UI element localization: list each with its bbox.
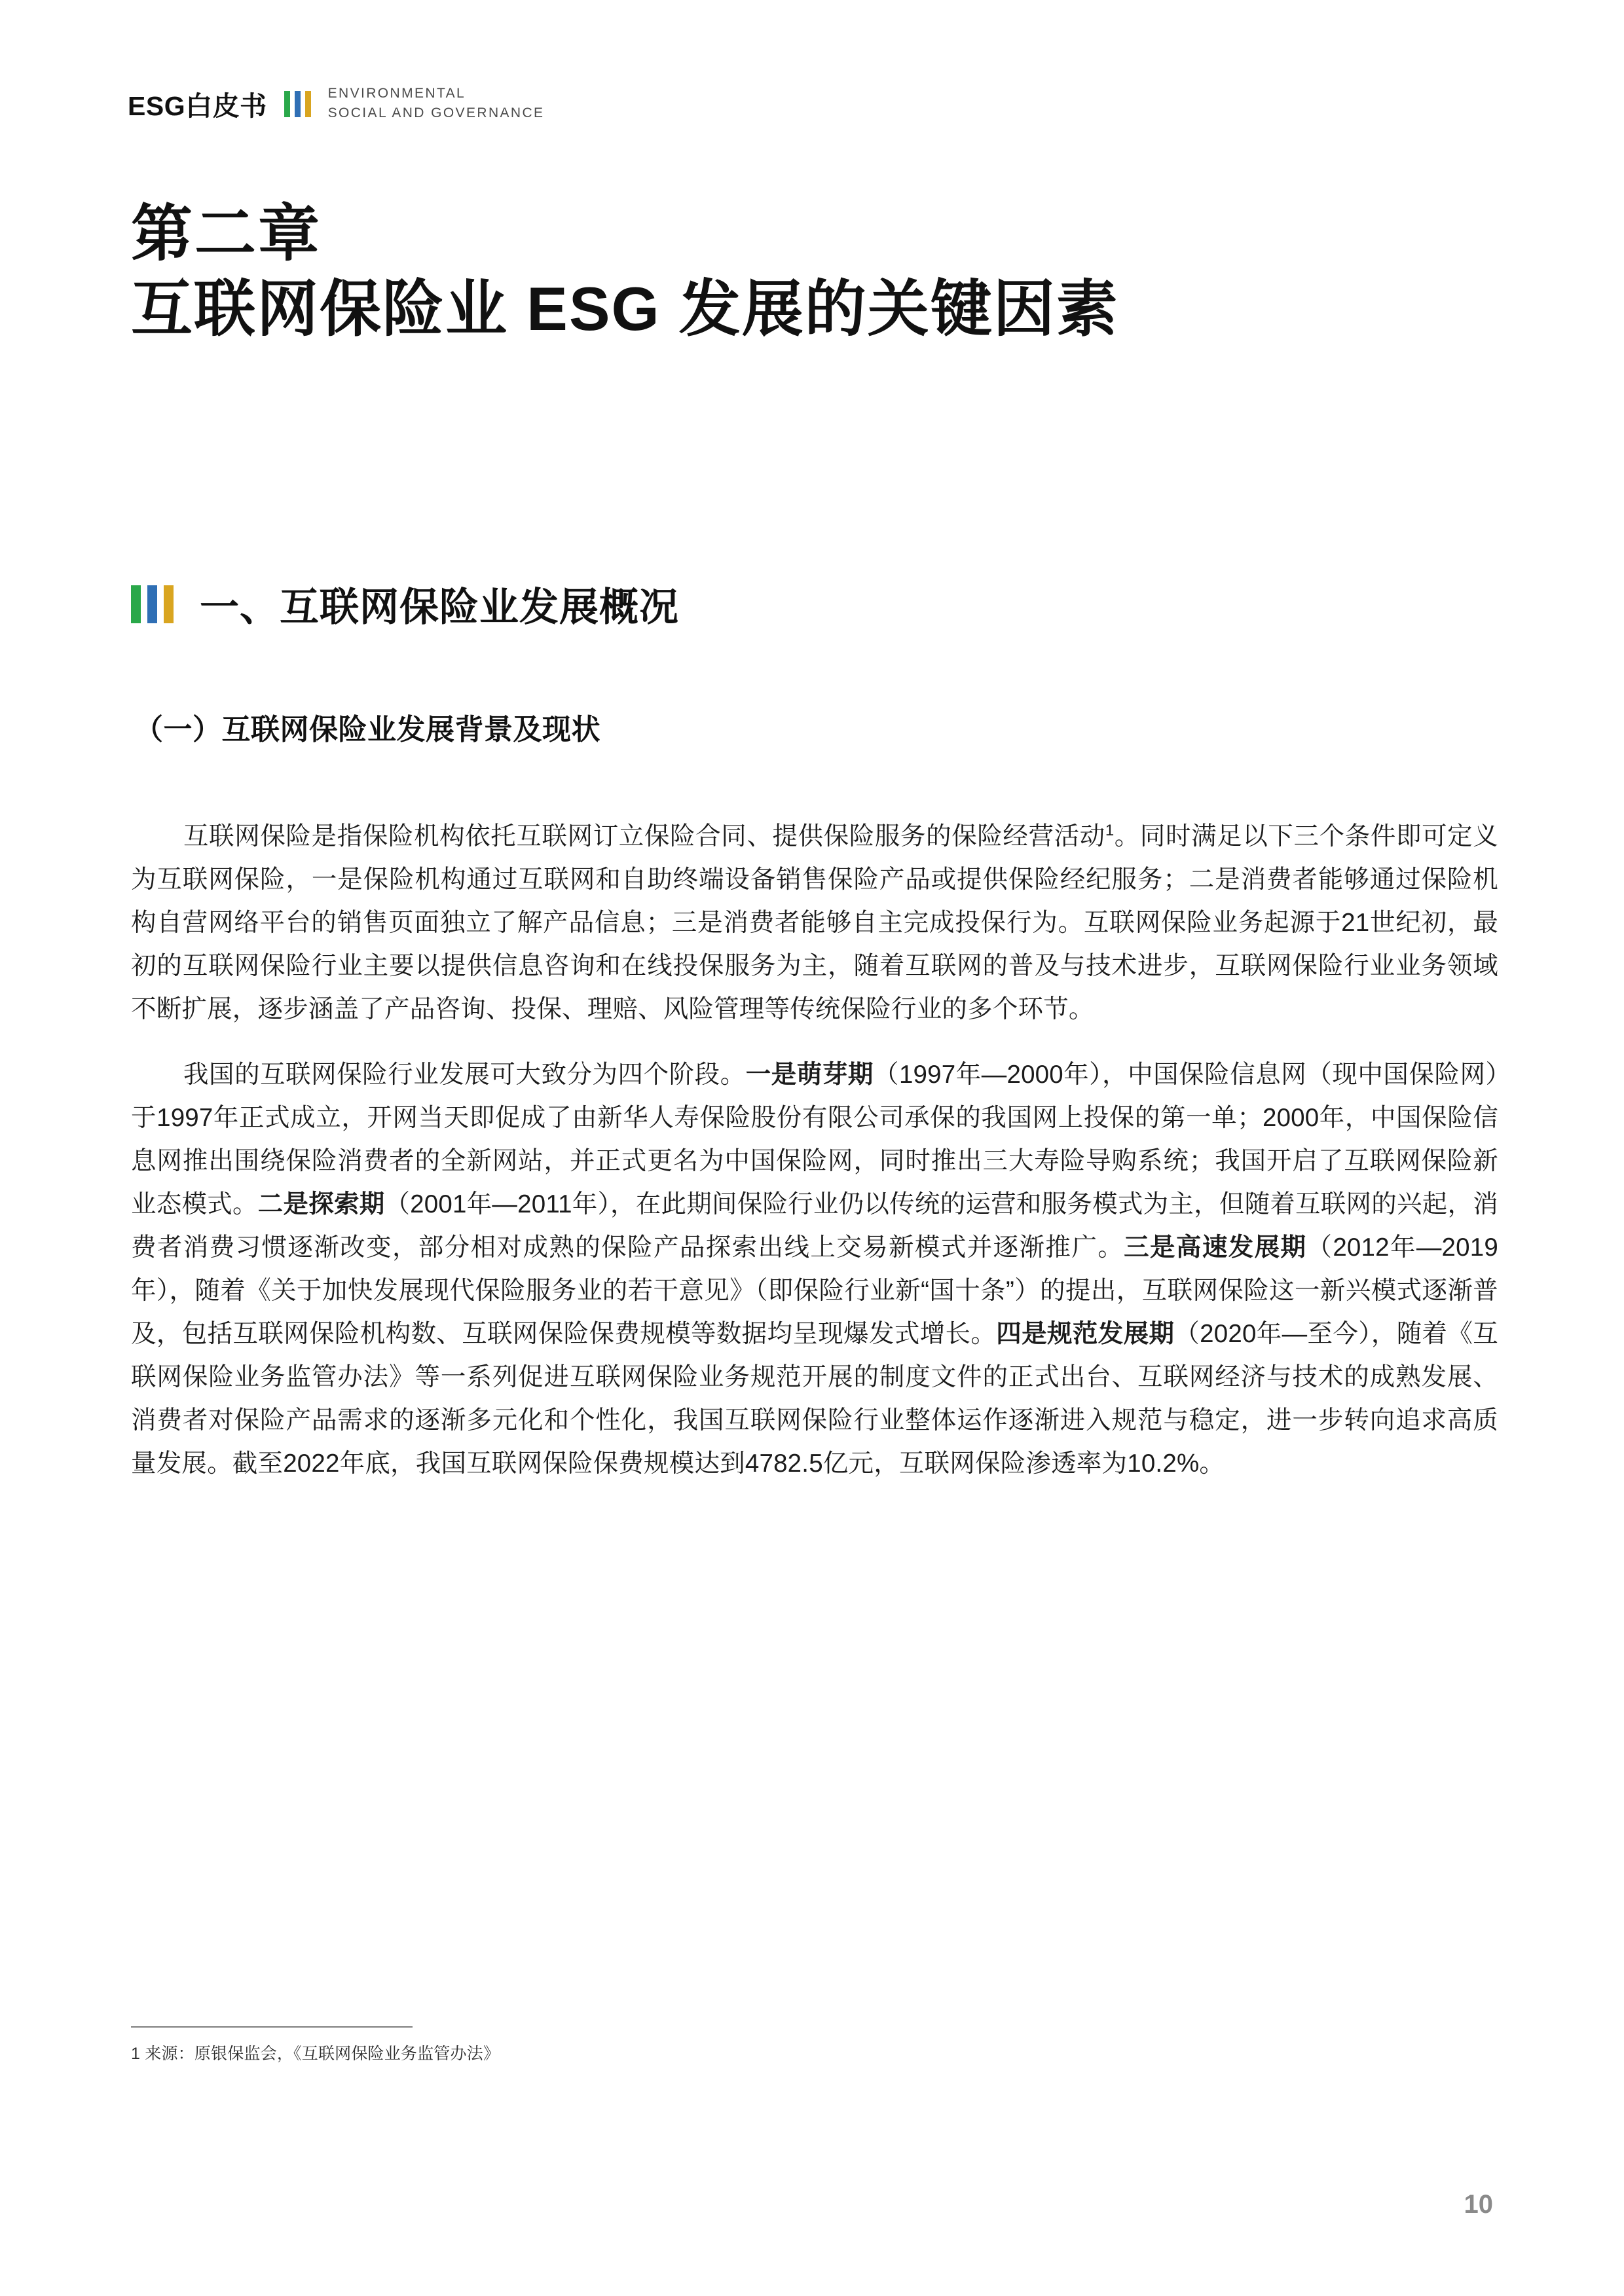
chapter-heading <box>131 196 1506 346</box>
paragraph-2-text-1: 我国的互联网保险行业发展可大致分为四个阶段。 <box>183 1061 746 1089</box>
footnote-divider <box>131 2026 413 2028</box>
paragraph-1 <box>131 815 1498 1031</box>
paragraph-2-bold-1: 一是萌芽期 <box>745 1061 874 1089</box>
paragraph-2 <box>131 1053 1498 1485</box>
paragraph-2-text-2: （1997年—2000年），中国保险信息网（现中国保险网）于1997年正式成立，开网当天即促成了由新华人寿保险股份有限公司承保的我国网上投保的第一单；2000年，中国保险信息网推出围绕保险消费者的全新网站，并正式更名为中国保险网，同时推出三大寿险导购系统；我国开启了互联网保险新业态模式。 <box>131 1061 1498 1218</box>
footnote-block <box>131 2026 851 2064</box>
brand-subtitle <box>328 84 545 124</box>
paragraph-1-text-b: 。同时满足以下三个条件即可定义为互联网保险，一是保险机构通过互联网和自助终端设备销售保险产品或提供保险经纪服务；二是消费者能够通过保险机构自营网络平台的销售页面独立了解产品信息；三是消费者能够自主完成投保行为。互联网保险业务起源于21世纪初，最初的互联网保险行业主要以提供信息咨询和在线投保服务为主，随着互联网的普及与技术进步，互联网保险行业业务领域不断扩展，逐步涵盖了产品咨询、投保、理赔、风险管理等传统保险行业的多个环节。 <box>131 822 1498 1023</box>
paragraph-2-bold-3: 三是高速发展期 <box>1124 1233 1307 1262</box>
footnote-reference: 1 <box>1105 822 1115 840</box>
section-bars-icon <box>131 585 174 623</box>
brand-subtitle-line1: ENVIRONMENTAL <box>327 86 466 101</box>
brand-title: ESG白皮书 <box>128 90 267 121</box>
paragraph-2-text-3: （2001年—2011年），在此期间保险行业仍以传统的运营和服务模式为主，但随着互联网的兴起，消费者消费习惯逐渐改变，部分相对成熟的保险产品探索出线上交易新模式并逐渐推广。 <box>131 1190 1498 1262</box>
brand-bars-icon <box>284 91 311 117</box>
paragraph-2-text-5: （2020年—至今），随着《互联网保险业务监管办法》等一系列促进互联网保险业务规范开展的制度文件的正式出台、互联网经济与技术的成熟发展、消费者对保险产品需求的逐渐多元化和个性化，我国互联网保险行业整体运作逐渐进入规范与稳定，进一步转向追求高质量发展。截至2022年底，我国互联网保险保费规模达到4782.5亿元，互联网保险渗透率为10.2%。 <box>131 1320 1498 1478</box>
paragraph-1-text-a: 互联网保险是指保险机构依托互联网订立保险合同、提供保险服务的保险经营活动 <box>183 822 1105 850</box>
paragraph-2-bold-2: 二是探索期 <box>257 1190 385 1218</box>
paragraph-2-bold-4: 四是规范发展期 <box>996 1320 1175 1348</box>
footnote-text: 1 来源：原银保监会，《互联网保险业务监管办法》 <box>131 2045 500 2063</box>
section-heading <box>131 576 679 632</box>
section-title: 一、互联网保险业发展概况 <box>200 585 679 629</box>
paragraph-2-text-4: （2012年—2019年），随着《关于加快发展现代保险服务业的若干意见》（即保险行业新“国十条”）的提出，互联网保险这一新兴模式逐渐普及，包括互联网保险机构数、互联网保险保费规模等数据均呈现爆发式增长。 <box>131 1233 1499 1348</box>
subsection-title: （一）互联网保险业发展背景及现状 <box>134 714 600 746</box>
page-number: 10 <box>1464 2190 1493 2219</box>
body-content <box>131 815 1498 1508</box>
chapter-name: 互联网保险业 ESG 发展的关键因素 <box>131 274 1119 343</box>
document-header-brand <box>128 84 544 124</box>
brand-subtitle-line2: SOCIAL AND GOVERNANCE <box>327 105 545 121</box>
chapter-number: 第二章 <box>131 199 322 268</box>
